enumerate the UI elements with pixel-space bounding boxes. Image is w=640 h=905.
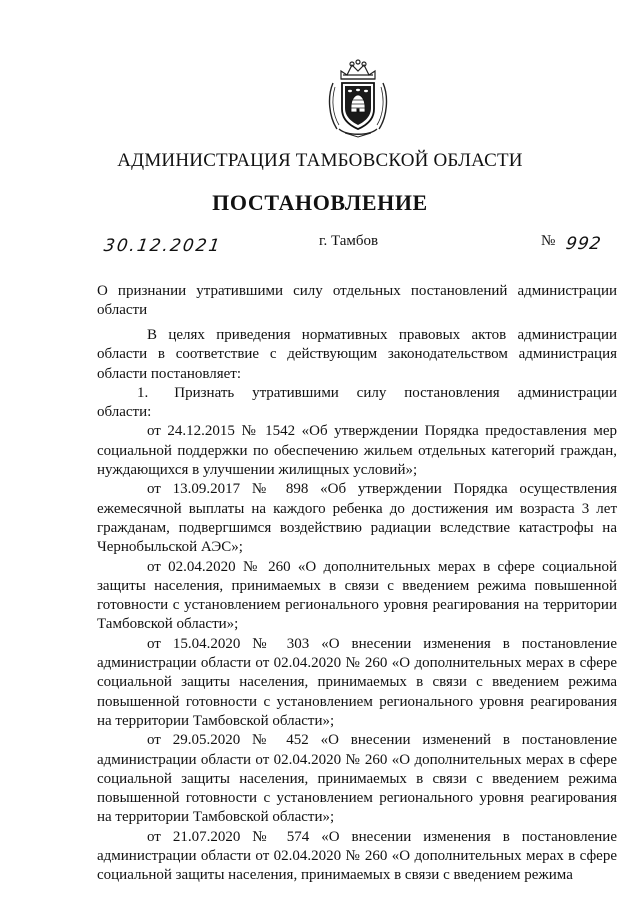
repealed-item-4: от 15.04.2020 № 303 «О внесении изменения в постановление администрации области от 02.04.2020 № 260 «О дополнительных мерах в сфере социальной защиты населения, принимаемых в связи с введением режима повышенной готовности с установлением регионального уровня реагирования на территории Тамбовской области»; — [97, 635, 617, 729]
document-city: г. Тамбов — [319, 233, 379, 249]
document-body — [97, 326, 617, 886]
coat-of-arms-icon — [325, 57, 391, 139]
repealed-item-2: от 13.09.2017 № 898 «Об утверждении Порядка осуществления ежемесячной выплаты на каждого ребенка до достижения им возраста 3 лет гражданам, подвергшимся воздействию радиации вследствие катастрофы на Чернобыльской АЭС»; — [97, 481, 617, 556]
organization-title: АДМИНИСТРАЦИЯ ТАМБОВСКОЙ ОБЛАСТИ — [117, 150, 523, 171]
point-1-paragraph — [97, 384, 617, 423]
point-1-text: Признать утратившими силу постановления администрации области: — [97, 384, 617, 421]
point-1-number: 1. — [137, 384, 149, 401]
document-subject: О признании утратившими силу отдельных постановлений администрации области — [97, 283, 617, 318]
repealed-item-5: от 29.05.2020 № 452 «О внесении изменений в постановление администрации области от 02.04.2020 № 260 «О дополнительных мерах в сфере социальной защиты населения, принимаемых в связи с введением режима повышенной готовности с установлением регионального уровня реагирования на территории Тамбовской области»; — [97, 732, 617, 826]
document-date: 30.12.2021 — [102, 236, 223, 256]
document-number-sign: № — [541, 233, 556, 249]
document-number: 992 — [564, 234, 603, 254]
preamble-paragraph: В целях приведения нормативных правовых актов администрации области в соответствие с действующим законодательством администрация области постановляет: — [97, 327, 617, 382]
repealed-item-3: от 02.04.2020 № 260 «О дополнительных мерах в сфере социальной защиты населения, принимаемых в связи с введением режима повышенной готовности с установлением регионального уровня реагирования на территории Тамбовской области»; — [97, 558, 617, 633]
repealed-item-1: от 24.12.2015 № 1542 «Об утверждении Порядка предоставления мер социальной поддержки по обеспечению жильем отдельных категорий граждан, нуждающихся в улучшении жилищных условий»; — [97, 423, 617, 479]
repealed-item-6: от 21.07.2020 № 574 «О внесении изменения в постановление администрации области от 02.04.2020 № 260 «О дополнительных мерах в сфере социальной защиты населения, принимаемых в связи с введением режима — [97, 828, 617, 884]
document-type-title: ПОСТАНОВЛЕНИЕ — [212, 190, 428, 215]
